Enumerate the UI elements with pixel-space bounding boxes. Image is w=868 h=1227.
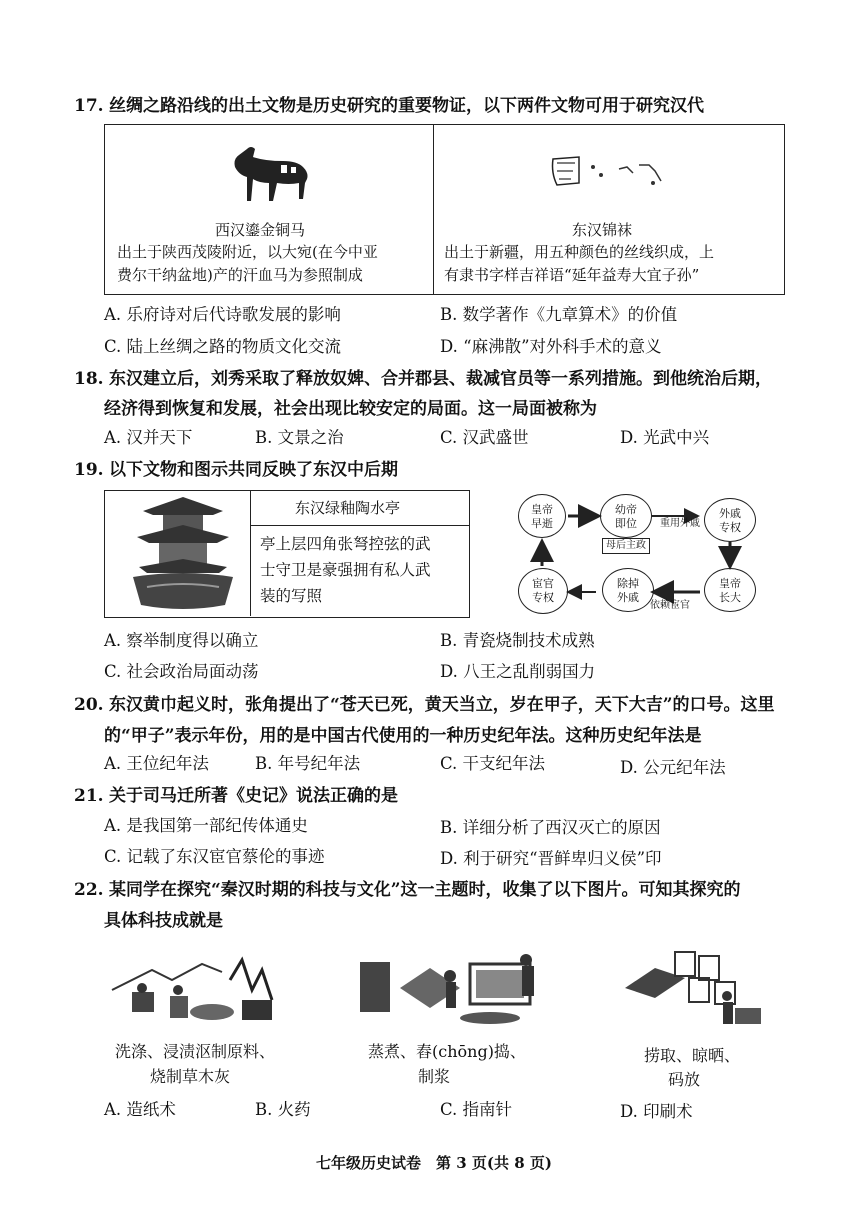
q21-option-c[interactable]: C. 记载了东汉宦官蔡伦的事迹 [104, 847, 325, 866]
q17-stem: 17. 丝绸之路沿线的出土文物是历史研究的重要物证，以下两件文物可用于研究汉代 [74, 96, 704, 116]
q22-caption-2-line1: 蒸煮、舂(chōng)捣、 [368, 1042, 526, 1061]
q19-node-eunuch-power: 宦官 专权 [518, 568, 568, 614]
q22-caption-3-line2: 码放 [668, 1070, 701, 1089]
q19-box-title: 东汉绿釉陶水亭 [295, 499, 401, 517]
q20-option-d[interactable]: D. 公元纪年法 [620, 758, 726, 777]
q22-option-b[interactable]: B. 火药 [255, 1100, 311, 1119]
q17-artifact-box-left [104, 124, 434, 295]
q17-artifact-box-right [433, 124, 785, 295]
q22-caption-1-line1: 洗涤、浸渍沤制原料、 [115, 1042, 276, 1061]
q21-option-d[interactable]: D. 利于研究“晋鲜卑归义侯”印 [440, 849, 662, 868]
q19-option-d[interactable]: D. 八王之乱削弱国力 [440, 662, 596, 681]
pottery-pavilion-image [123, 493, 243, 613]
q18-option-c[interactable]: C. 汉武盛世 [440, 428, 529, 447]
q22-caption-1-line2: 烧制草木灰 [150, 1067, 231, 1086]
q17-option-c[interactable]: C. 陆上丝绸之路的物质文化交流 [104, 337, 342, 356]
papermaking-wash-illustration [112, 950, 282, 1030]
q19-box-line2: 士守卫是豪强拥有私人武 [260, 561, 431, 579]
q19-cycle-diagram [510, 492, 780, 622]
q18-stem-line2: 经济得到恢复和发展，社会出现比较安定的局面。这一局面被称为 [104, 399, 597, 419]
q21-stem: 21. 关于司马迁所著《史记》说法正确的是 [74, 786, 398, 806]
q22-stem-line2: 具体科技成就是 [104, 911, 223, 931]
q21-option-b[interactable]: B. 详细分析了西汉灭亡的原因 [440, 818, 661, 837]
q17-option-a[interactable]: A. 乐府诗对后代诗歌发展的影响 [104, 305, 341, 324]
q17-right-title: 东汉锦袜 [572, 221, 633, 239]
q20-option-c[interactable]: C. 干支纪年法 [440, 754, 546, 773]
q17-option-d[interactable]: D. “麻沸散”对外科手术的意义 [440, 337, 662, 356]
q19-option-a[interactable]: A. 察举制度得以确立 [104, 631, 259, 650]
q19-node-emperor-grown: 皇帝 长大 [704, 568, 756, 612]
q18-stem-line1: 18. 东汉建立后，刘秀采取了释放奴婢、合并郡县、裁减官员等一系列措施。到他统治后期， [74, 369, 772, 389]
q19-label-employ-consort: 重用外戚 [660, 518, 700, 529]
q19-node-child-emperor: 幼帝 即位 [600, 494, 652, 538]
q19-stem: 19. 以下文物和图示共同反映了东汉中后期 [74, 460, 398, 480]
papermaking-dry-illustration [615, 948, 765, 1028]
q20-stem-line2: 的“甲子”表示年份，用的是中国古代使用的一种历史纪年法。这种历史纪年法是 [104, 726, 702, 746]
q17-option-b[interactable]: B. 数学著作《九章算术》的价值 [440, 305, 678, 324]
q22-option-a[interactable]: A. 造纸术 [104, 1100, 176, 1119]
q20-option-b[interactable]: B. 年号纪年法 [255, 754, 361, 773]
q21-option-a[interactable]: A. 是我国第一部纪传体通史 [104, 816, 308, 835]
q19-artifact-box [104, 490, 470, 618]
q18-option-a[interactable]: A. 汉并天下 [104, 428, 193, 447]
q17-right-desc-line2: 有隶书字样吉祥语“延年益寿大宜子孙” [444, 266, 700, 284]
q19-node-emperor-early-death: 皇帝 早逝 [518, 494, 566, 538]
q17-left-desc-line2: 费尔干纳盆地)产的汗血马为参照制成 [117, 266, 363, 284]
q22-caption-2-line2: 制浆 [418, 1067, 451, 1086]
q18-option-b[interactable]: B. 文景之治 [255, 428, 344, 447]
q20-option-a[interactable]: A. 王位纪年法 [104, 754, 209, 773]
q18-option-d[interactable]: D. 光武中兴 [620, 428, 710, 447]
q22-caption-3-line1: 捞取、晾晒、 [644, 1046, 741, 1065]
q19-box-line3: 装的写照 [260, 587, 323, 605]
page-footer: 七年级历史试卷 第 3 页(共 8 页) [316, 1154, 552, 1172]
q17-right-desc-line1: 出土于新疆，用五种颜色的丝线织成，上 [444, 243, 715, 261]
q19-option-b[interactable]: B. 青瓷烧制技术成熟 [440, 631, 595, 650]
q19-box-line1: 亭上层四角张弩控弦的武 [260, 535, 431, 553]
q19-option-c[interactable]: C. 社会政治局面动荡 [104, 662, 259, 681]
q20-stem-line1: 20. 东汉黄巾起义时，张角提出了“苍天已死，黄天当立，岁在甲子，天下大吉”的口号。这里 [74, 695, 775, 715]
q19-label-rely-eunuch: 依赖宦官 [650, 600, 690, 611]
q17-left-desc-line1: 出土于陕西茂陵附近，以大宛(在今中亚 [117, 243, 378, 261]
q19-node-remove-consort: 除掉 外戚 [602, 568, 654, 612]
q22-stem-line1: 22. 某同学在探究“秦汉时期的科技与文化”这一主题时，收集了以下图片。可知其探究的 [74, 880, 741, 900]
q19-node-consort-power: 外戚 专权 [704, 498, 756, 542]
papermaking-pulp-illustration [350, 948, 550, 1028]
q19-label-empress-rule: 母后主政 [602, 538, 650, 554]
q22-option-d[interactable]: D. 印刷术 [620, 1102, 693, 1121]
q17-left-title: 西汉鎏金铜马 [215, 221, 306, 239]
silk-sock-image [549, 153, 669, 193]
q22-option-c[interactable]: C. 指南针 [440, 1100, 513, 1119]
bronze-horse-image [225, 139, 315, 209]
